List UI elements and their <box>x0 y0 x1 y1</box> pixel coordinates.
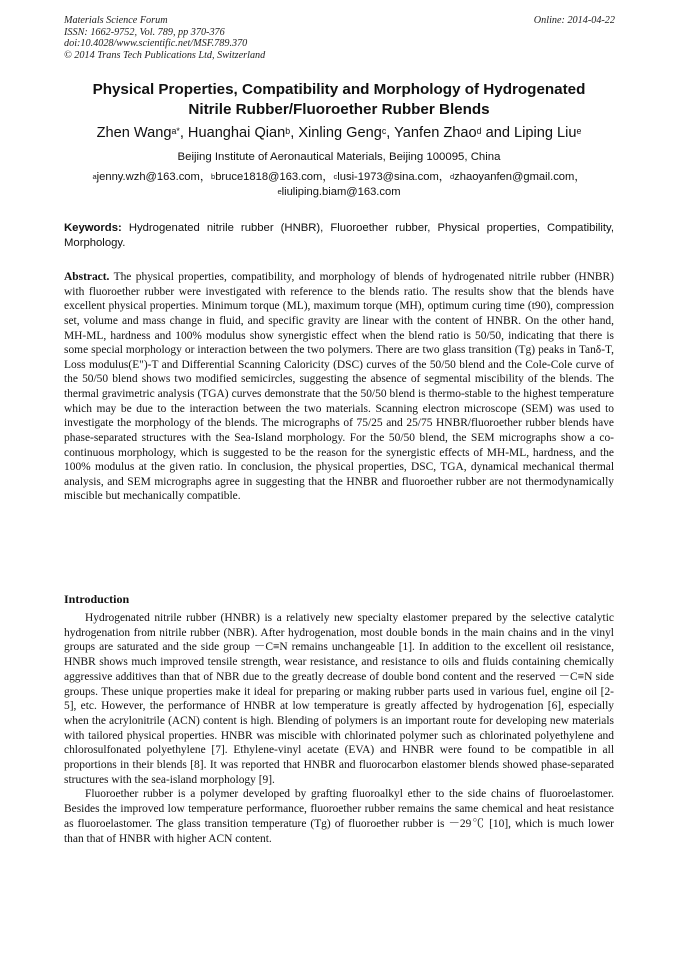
keywords-label: Keywords: <box>64 222 122 234</box>
email-line-1 <box>40 170 638 185</box>
journal-name: Materials Science Forum <box>64 15 168 26</box>
email-superscript: c <box>333 172 338 181</box>
abstract <box>64 270 614 504</box>
author-superscript: e <box>576 126 582 136</box>
author-superscript: a* <box>171 126 180 136</box>
copyright-line: © 2014 Trans Tech Publications Ltd, Switzerland <box>64 49 266 61</box>
author-list <box>30 123 648 143</box>
email-address[interactable]: bruce1818@163.com， <box>215 171 334 183</box>
email-address[interactable]: jenny.wzh@163.com， <box>96 171 212 183</box>
author-superscript: d <box>476 126 482 136</box>
author-separator: , <box>179 125 188 141</box>
journal-header <box>64 15 464 61</box>
title-line-1: Physical Properties, Compatibility and Morphology of Hydrogenated <box>92 81 586 98</box>
abstract-text: The physical properties, compatibility, and morphology of blends of hydrogenated nitrile rubber (HNBR) with fluoroether rubber were investigated with reference to the blends ratio. The results show that the blends have excellent physical properties. Minimum torque (ML), maximum torque (MH), optimum curing time (t90), compression set, volume and mass change in fluid, and specific gravity are linear with the content of HNBR. On the other hand, MH-ML, hardness and 100% modulus show synergistic effect when the blend ratio is 50/50, indicating that there is some special morphology or interaction between the two polymers. There are two glass transition (Tg) peaks in Tanδ-T, Loss modulus(E")-T and Differential Scanning Caloricity (DSC) curves of the 50/50 blend and the Cole-Cole curve of the 50/50 blend shows two modified semicircles, suggesting the absence of segmental miscibility of the blends. The thermal gravimetric analysis (TGA) curves demonstrate that the 50/50 blend is thermo-stable to the highest temperature which may be due to the interaction between the two materials. Scanning electron microscope (SEM) was used to investigate the morphology of the blends. The micrographs of 75/25 and 25/75 HNBR/fluoroether rubber blends have phase-separated structures with the Sea-Island morphology. For the 50/50 blend, the SEM micrographs show a co-continuous morphology, which is suggested to be the reason for the synergistic effects of MH-ML, hardness, and the 100% modulus at the given ratio. In conclusion, the physical properties, DSC, TGA, dynamical mechanical thermal analysis, and SEM micrographs agree in suggesting that the HNBR and fluoroether rubber are not thermodynamically miscible but mechanically compatible. <box>64 271 614 503</box>
body-paragraph: Hydrogenated nitrile rubber (HNBR) is a relatively new specialty elastomer prepared by the selective catalytic hydrogenation from nitrile rubber (NBR). After hydrogenation, most double bonds in the main chains and in the vinyl groups are saturated and the side group －C≡N remains unchangeable [1]. In addition to the excellent oil resistance, HNBR shows much improved tensile strength, wear resistance, and resistance to oils and fluids containing chemically aggressive additives than that of NBR due to the greatly decrease of double bond content and the reserved －C≡N side groups. These unique properties make it ideal for preparing or making rubber parts used in various fuel, engine oil [2-5], etc. However, the performance of HNBR at low temperature is greatly affected by hydrogenation [6], especially when the acrylonitrile (ACN) content is high. Blending of polymers is an important route for developing new materials with tailored physical properties. HNBR was miscible with chlorinated polymer such as chlorinated polyethylene and chlorosulfonated polyethylene [7]. Ethylene-vinyl acetate (EVA) and HNBR were found to be compatible in all proportions in their blends [8]. It was reported that HNBR and fluorocarbon elastomer blends showed phase-separated structures with the sea-island morphology [9]. <box>64 612 614 786</box>
author-name: Yanfen Zhao <box>394 125 477 141</box>
email-address[interactable]: zhaoyanfen@gmail.com， <box>454 171 586 183</box>
title-line-2: Nitrile Rubber/Fluoroether Rubber Blends <box>188 100 490 118</box>
email-superscript: e <box>277 187 282 196</box>
email-superscript: a <box>92 172 97 181</box>
section-heading-introduction: Introduction <box>64 592 130 606</box>
keywords-text: Hydrogenated nitrile rubber (HNBR), Fluoroether rubber, Physical properties, Compatibility, Morphology. <box>64 222 614 249</box>
doi-line: doi:10.4028/www.scientific.net/MSF.789.370 <box>64 38 248 50</box>
author-name: Xinling Geng <box>298 125 382 141</box>
issn-line: ISSN: 1662-9752, Vol. 789, pp 370-376 <box>64 26 225 38</box>
email-superscript: b <box>211 172 216 181</box>
author-separator: , <box>386 125 395 141</box>
email-list <box>40 170 638 200</box>
email-address[interactable]: lusi-1973@sina.com， <box>337 171 450 183</box>
author-name: Zhen Wang <box>96 125 172 141</box>
author-superscript: c <box>381 126 387 136</box>
keywords <box>64 221 614 250</box>
introduction-body <box>64 611 614 846</box>
body-paragraph: Fluoroether rubber is a polymer developed by grafting fluoroalkyl ether to the side chains of fluoroelastomer. Besides the improved low temperature performance, fluoroether rubber remains the same chemical and heat resistance as fluoroelastomer. The glass transition temperature (Tg) of fluoroether rubber is －29℃ [10], which is much lower than that of HNBR with higher ACN content. <box>64 788 614 845</box>
abstract-label: Abstract. <box>64 271 110 283</box>
affiliation: Beijing Institute of Aeronautical Materials, Beijing 100095, China <box>177 151 501 163</box>
author-name: Huanghai Qian <box>187 125 286 141</box>
online-date: Online: 2014-04-22 <box>533 15 615 26</box>
author-separator: and <box>481 125 515 141</box>
paper-title <box>40 80 638 119</box>
author-separator: , <box>290 125 299 141</box>
email-line-2 <box>40 185 638 200</box>
author-name: Liping Liu <box>514 125 577 141</box>
email-address[interactable]: liuliping.biam@163.com <box>281 186 401 198</box>
author-superscript: b <box>285 126 291 136</box>
email-superscript: d <box>449 172 455 181</box>
